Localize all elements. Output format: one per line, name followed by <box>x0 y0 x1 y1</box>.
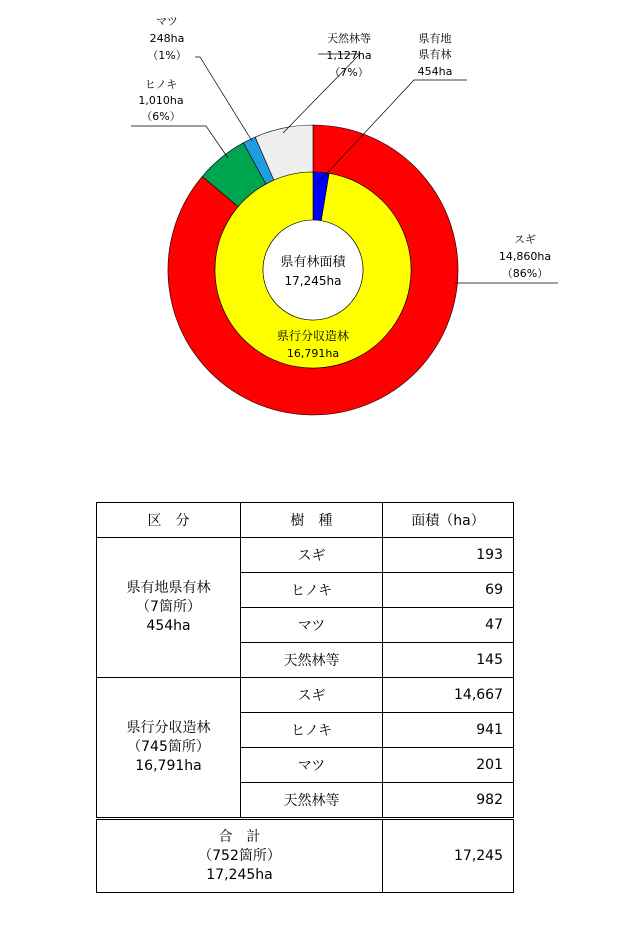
area-cell: 69 <box>383 573 514 608</box>
label-sugi-pct: （86%） <box>501 267 549 280</box>
label-bunshu-value: 16,791ha <box>286 347 340 360</box>
species-cell: ヒノキ <box>241 573 383 608</box>
area-cell: 14,667 <box>383 678 514 713</box>
species-cell: マツ <box>241 608 383 643</box>
area-cell: 47 <box>383 608 514 643</box>
total-area: 17,245 <box>383 819 514 893</box>
label-bunshu-name: 県行分収造林 <box>276 329 350 343</box>
species-cell: 天然林等 <box>241 643 383 678</box>
label-hinoki-name: ヒノキ <box>144 78 178 91</box>
species-cell: マツ <box>241 748 383 783</box>
label-hinoki-value: 1,010ha <box>138 94 184 107</box>
table-total-row <box>97 819 514 893</box>
header-menseki: 面積（ha） <box>383 503 514 538</box>
species-cell: ヒノキ <box>241 713 383 748</box>
label-hinoki-pct: （6%） <box>141 110 181 123</box>
label-sugi-name: スギ <box>514 233 536 246</box>
label-tennen-pct: （7%） <box>329 66 369 79</box>
label-tennen-value: 1,127ha <box>326 49 372 62</box>
label-tennen-name: 天然林等 <box>327 32 371 45</box>
area-cell: 982 <box>383 783 514 819</box>
donut-hole <box>263 220 363 320</box>
area-table <box>96 502 514 893</box>
area-cell: 201 <box>383 748 514 783</box>
area-cell: 193 <box>383 538 514 573</box>
center-value: 17,245ha <box>284 274 342 288</box>
total-label: 合 計 （752箇所） 17,245ha <box>97 819 383 893</box>
species-cell: スギ <box>241 678 383 713</box>
area-cell: 145 <box>383 643 514 678</box>
species-cell: 天然林等 <box>241 783 383 819</box>
table-row <box>97 538 514 573</box>
header-jushu: 樹 種 <box>241 503 383 538</box>
group-label-bunshu: 県行分収造林 （745箇所） 16,791ha <box>97 678 241 819</box>
label-kenyuchi-value: 454ha <box>417 65 453 78</box>
group-label-kenyuchi: 県有地県有林 （7箇所） 454ha <box>97 538 241 678</box>
label-kenyuchi-line1: 県有地 <box>418 32 452 45</box>
species-cell: スギ <box>241 538 383 573</box>
label-matsu-pct: （1%） <box>147 49 187 62</box>
label-sugi-value: 14,860ha <box>498 250 552 263</box>
header-kubun: 区 分 <box>97 503 241 538</box>
table-row <box>97 678 514 713</box>
label-kenyuchi-line2: 県有林 <box>418 48 452 61</box>
center-title: 県有林面積 <box>280 255 346 270</box>
table-header-row <box>97 503 514 538</box>
area-cell: 941 <box>383 713 514 748</box>
label-matsu-value: 248ha <box>149 32 185 45</box>
label-matsu-name: マツ <box>156 15 178 28</box>
